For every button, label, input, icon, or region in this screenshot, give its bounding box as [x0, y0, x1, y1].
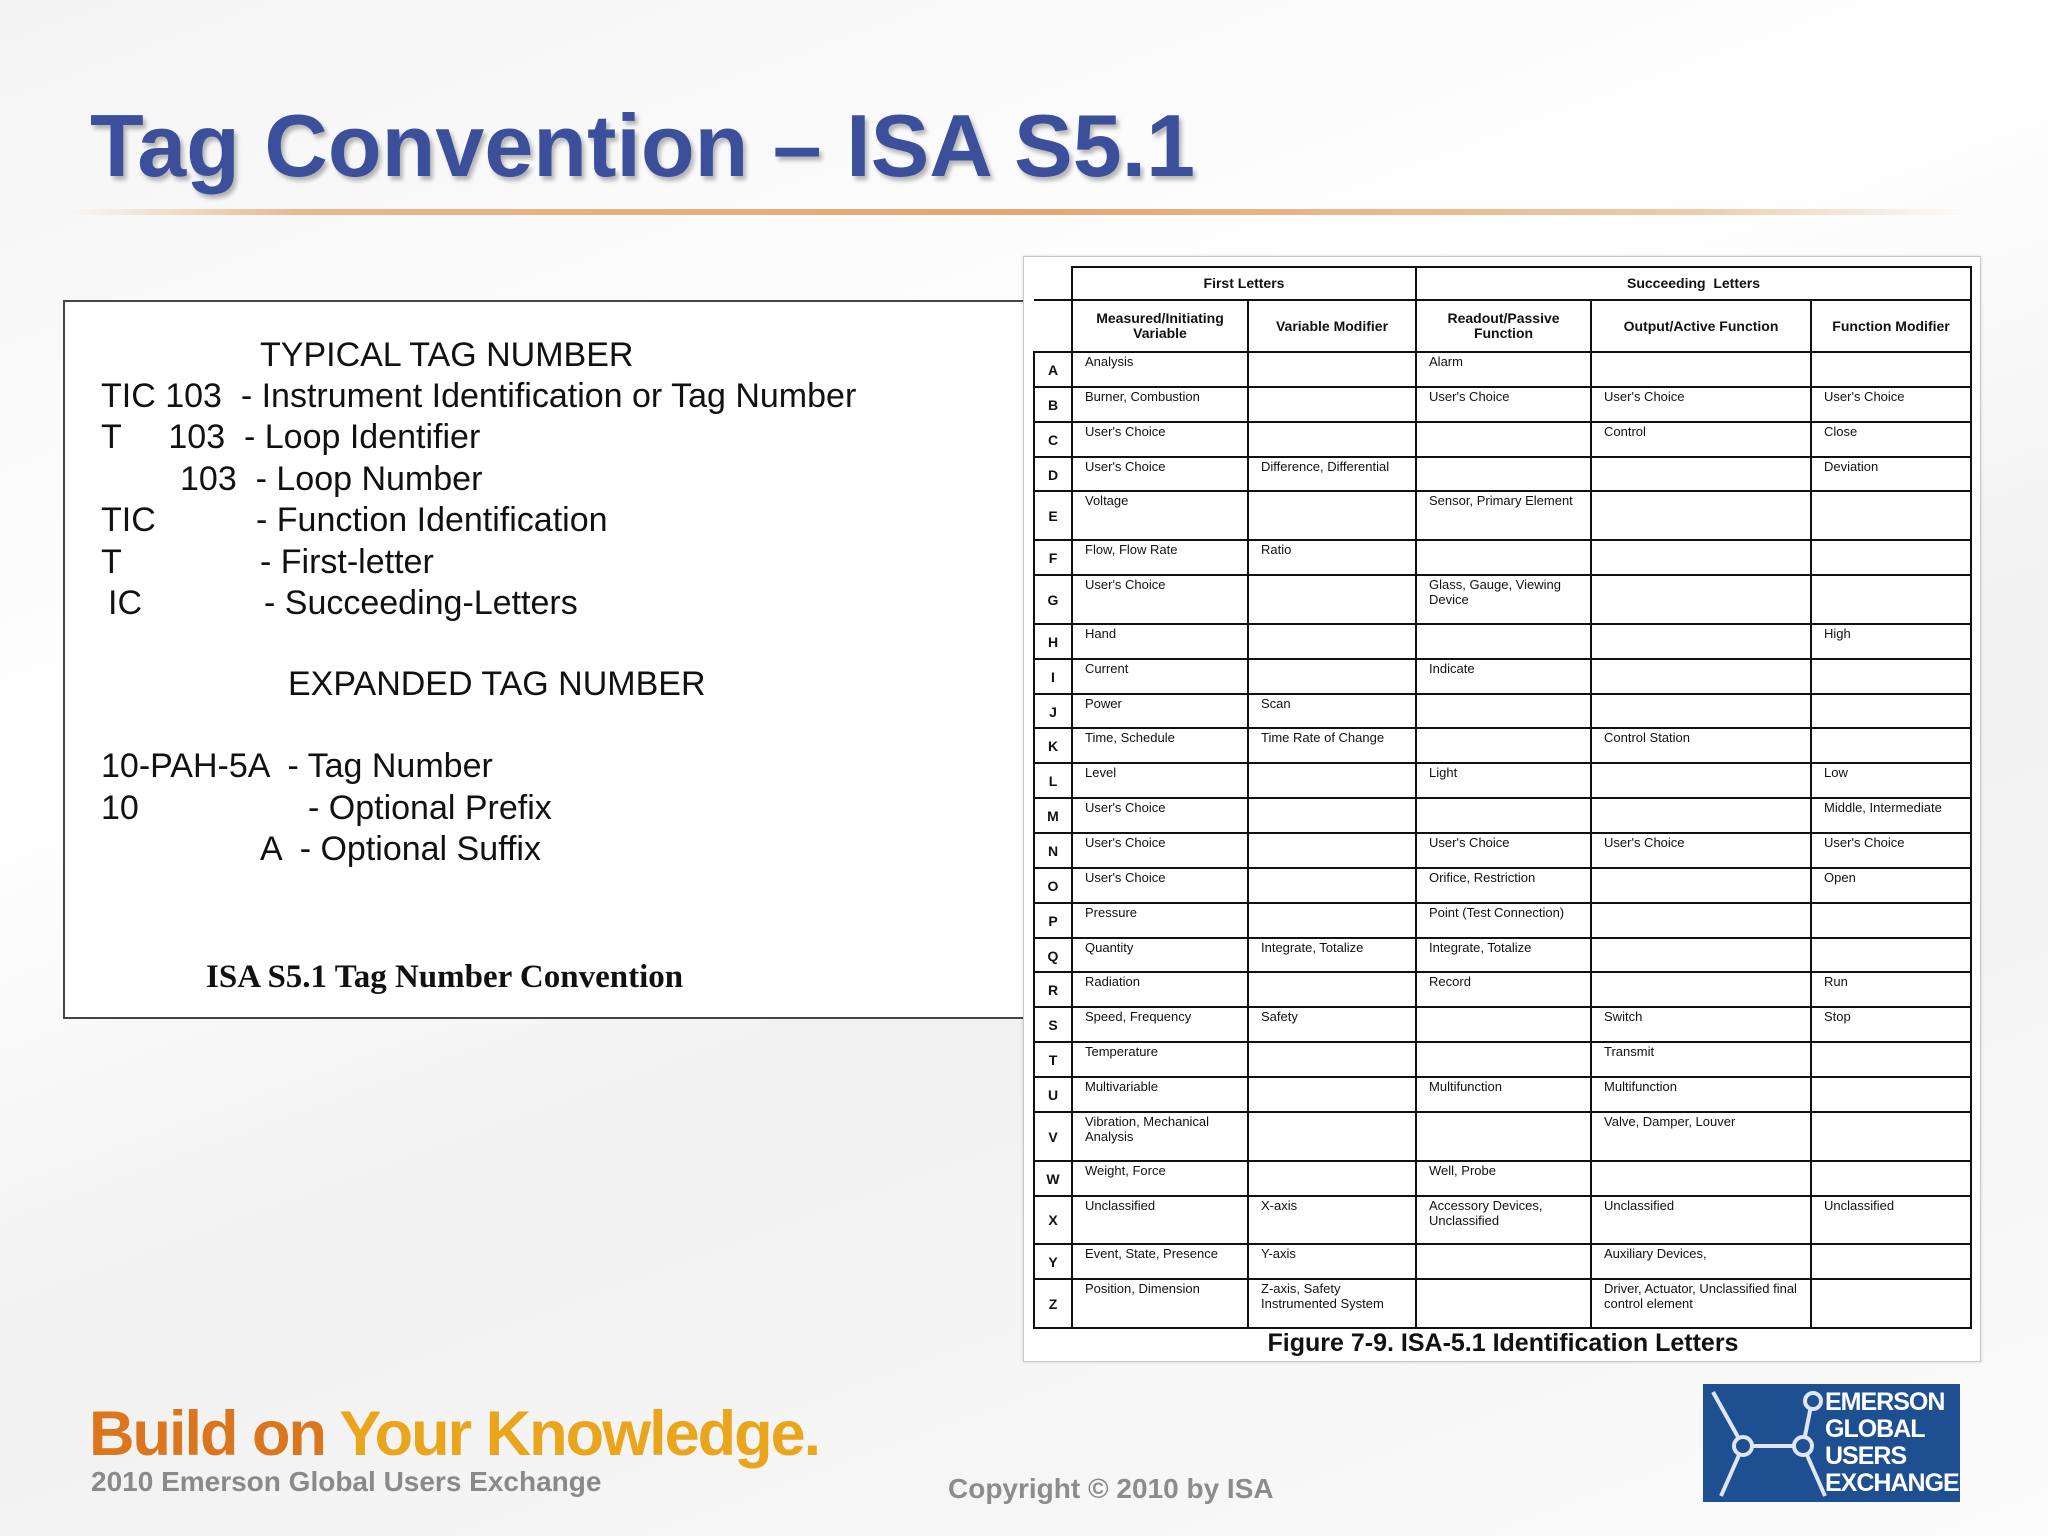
- table-cell: Well, Probe: [1416, 1161, 1591, 1196]
- table-cell: [1591, 540, 1811, 575]
- table-row: [1034, 1161, 1971, 1196]
- tag-line-loop-identifier: T 103 - Loop Identifier: [101, 418, 481, 456]
- row-letter: U: [1034, 1077, 1072, 1112]
- table-cell: Time Rate of Change: [1248, 728, 1416, 763]
- first-letters-header: First Letters: [1072, 267, 1416, 300]
- function-modifier-header: Function Modifier: [1811, 300, 1971, 352]
- tagline-part-2: Your Knowledge.: [339, 1399, 820, 1469]
- tag-panel-caption: ISA S5.1 Tag Number Convention: [206, 959, 684, 995]
- table-cell: [1811, 491, 1971, 540]
- table-cell: [1591, 763, 1811, 798]
- slide-title: Tag Convention – ISA S5.1: [90, 96, 1196, 195]
- table-cell: Temperature: [1072, 1042, 1248, 1077]
- tagline-part-1: Build on: [89, 1399, 340, 1469]
- table-cell: [1811, 1077, 1971, 1112]
- row-letter: J: [1034, 694, 1072, 729]
- tag-line-optional-suffix: A - Optional Suffix: [260, 830, 541, 868]
- table-cell: Unclassified: [1591, 1196, 1811, 1245]
- table-cell: [1591, 903, 1811, 938]
- table-cell: Vibration, Mechanical Analysis: [1072, 1112, 1248, 1161]
- table-cell: Valve, Damper, Louver: [1591, 1112, 1811, 1161]
- table-row: [1034, 938, 1971, 973]
- table-cell: [1248, 1077, 1416, 1112]
- table-cell: Safety: [1248, 1007, 1416, 1042]
- identification-letters-figure: [1023, 256, 1981, 1362]
- tag-line-prefix-label: 10: [101, 789, 139, 827]
- variable-modifier-header: Variable Modifier: [1248, 300, 1416, 352]
- table-cell: Integrate, Totalize: [1416, 938, 1591, 973]
- row-letter: V: [1034, 1112, 1072, 1161]
- logo-wordmark: [1825, 1389, 1959, 1497]
- row-letter: G: [1034, 575, 1072, 624]
- table-cell: [1811, 1279, 1971, 1328]
- row-letter: R: [1034, 972, 1072, 1007]
- row-letter: Q: [1034, 938, 1072, 973]
- table-cell: Control Station: [1591, 728, 1811, 763]
- table-row: [1034, 575, 1971, 624]
- table-cell: [1416, 728, 1591, 763]
- tag-line-succeeding-letters: - Succeeding-Letters: [264, 584, 578, 622]
- typical-tag-heading: TYPICAL TAG NUMBER: [260, 336, 634, 374]
- table-corner: [1034, 267, 1072, 300]
- tag-line-optional-prefix: - Optional Prefix: [308, 789, 552, 827]
- table-cell: [1248, 352, 1416, 387]
- table-cell: User's Choice: [1072, 422, 1248, 457]
- expanded-tag-heading: EXPANDED TAG NUMBER: [288, 665, 706, 703]
- table-cell: Level: [1072, 763, 1248, 798]
- table-cell: [1248, 833, 1416, 868]
- table-cell: [1811, 1161, 1971, 1196]
- table-cell: [1416, 1112, 1591, 1161]
- table-cell: [1248, 624, 1416, 659]
- table-cell: [1591, 624, 1811, 659]
- output-function-header: Output/Active Function: [1591, 300, 1811, 352]
- table-row: [1034, 624, 1971, 659]
- logo-line: USERS: [1825, 1442, 1907, 1470]
- table-cell: [1811, 540, 1971, 575]
- table-row: [1034, 763, 1971, 798]
- row-letter: I: [1034, 659, 1072, 694]
- table-cell: User's Choice: [1591, 833, 1811, 868]
- table-cell: [1416, 798, 1591, 833]
- table-cell: Position, Dimension: [1072, 1279, 1248, 1328]
- table-cell: Power: [1072, 694, 1248, 729]
- table-row: [1034, 1112, 1971, 1161]
- row-letter: C: [1034, 422, 1072, 457]
- table-cell: [1248, 387, 1416, 422]
- tag-line-ic-label: IC: [108, 584, 142, 622]
- table-cell: User's Choice: [1072, 798, 1248, 833]
- table-cell: [1416, 540, 1591, 575]
- row-letter: O: [1034, 868, 1072, 903]
- table-cell: Driver, Actuator, Unclassified final control element: [1591, 1279, 1811, 1328]
- table-cell: [1416, 694, 1591, 729]
- tag-line-first-letter: - First-letter: [260, 543, 434, 581]
- table-cell: User's Choice: [1072, 575, 1248, 624]
- table-cell: Point (Test Connection): [1416, 903, 1591, 938]
- table-cell: [1416, 1007, 1591, 1042]
- table-cell: Deviation: [1811, 457, 1971, 492]
- table-cell: Y-axis: [1248, 1244, 1416, 1279]
- table-cell: [1811, 1042, 1971, 1077]
- table-row: [1034, 1279, 1971, 1328]
- table-cell: User's Choice: [1416, 387, 1591, 422]
- table-cell: [1248, 868, 1416, 903]
- table-cell: [1416, 1244, 1591, 1279]
- table-cell: [1248, 575, 1416, 624]
- table-cell: [1416, 422, 1591, 457]
- table-cell: Time, Schedule: [1072, 728, 1248, 763]
- table-cell: X-axis: [1248, 1196, 1416, 1245]
- table-cell: Voltage: [1072, 491, 1248, 540]
- row-letter: K: [1034, 728, 1072, 763]
- table-cell: [1591, 972, 1811, 1007]
- table-cell: Difference, Differential: [1248, 457, 1416, 492]
- table-cell: Open: [1811, 868, 1971, 903]
- table-cell: Z-axis, Safety Instrumented System: [1248, 1279, 1416, 1328]
- table-cell: User's Choice: [1072, 457, 1248, 492]
- table-cell: [1248, 659, 1416, 694]
- row-letter: L: [1034, 763, 1072, 798]
- build-on-your-knowledge-tagline: [89, 1398, 819, 1470]
- row-letter: M: [1034, 798, 1072, 833]
- table-cell: [1248, 1161, 1416, 1196]
- row-letter: E: [1034, 491, 1072, 540]
- table-row: [1034, 659, 1971, 694]
- row-letter: T: [1034, 1042, 1072, 1077]
- table-cell: Radiation: [1072, 972, 1248, 1007]
- table-cell: [1591, 1161, 1811, 1196]
- emerson-global-users-exchange-logo: [1703, 1384, 1960, 1502]
- table-cell: [1591, 938, 1811, 973]
- table-cell: [1591, 352, 1811, 387]
- tag-number-panel: [63, 300, 1043, 1019]
- table-cell: Current: [1072, 659, 1248, 694]
- table-cell: [1248, 798, 1416, 833]
- table-cell: Weight, Force: [1072, 1161, 1248, 1196]
- table-cell: [1811, 1244, 1971, 1279]
- table-row: [1034, 491, 1971, 540]
- table-cell: [1591, 457, 1811, 492]
- tag-line-expanded-number: 10-PAH-5A - Tag Number: [101, 747, 493, 785]
- table-cell: High: [1811, 624, 1971, 659]
- table-cell: [1591, 491, 1811, 540]
- row-letter: F: [1034, 540, 1072, 575]
- table-row: [1034, 352, 1971, 387]
- measured-variable-header: Measured/Initiating Variable: [1072, 300, 1248, 352]
- table-row: [1034, 1042, 1971, 1077]
- row-letter: X: [1034, 1196, 1072, 1245]
- row-letter: H: [1034, 624, 1072, 659]
- table-cell: [1591, 798, 1811, 833]
- table-row: [1034, 1244, 1971, 1279]
- table-cell: Ratio: [1248, 540, 1416, 575]
- table-cell: [1811, 938, 1971, 973]
- logo-line: GLOBAL: [1825, 1415, 1925, 1443]
- table-cell: [1248, 763, 1416, 798]
- table-cell: Quantity: [1072, 938, 1248, 973]
- table-cell: [1811, 903, 1971, 938]
- table-row: [1034, 1196, 1971, 1245]
- event-name: 2010 Emerson Global Users Exchange: [91, 1466, 602, 1497]
- table-cell: Multivariable: [1072, 1077, 1248, 1112]
- succeeding-letters-header: Succeeding Letters: [1416, 267, 1971, 300]
- table-cell: Glass, Gauge, Viewing Device: [1416, 575, 1591, 624]
- logo-line: EMERSON: [1825, 1388, 1945, 1416]
- tag-line-tic-label: TIC: [101, 501, 156, 539]
- table-cell: Stop: [1811, 1007, 1971, 1042]
- table-row: [1034, 1007, 1971, 1042]
- row-letter: B: [1034, 387, 1072, 422]
- table-row: [1034, 387, 1971, 422]
- table-corner-lower: [1034, 300, 1072, 352]
- table-cell: [1591, 659, 1811, 694]
- table-row: [1034, 694, 1971, 729]
- table-cell: [1248, 422, 1416, 457]
- table-cell: [1811, 694, 1971, 729]
- table-cell: Orifice, Restriction: [1416, 868, 1591, 903]
- table-row: [1034, 1077, 1971, 1112]
- table-cell: Low: [1811, 763, 1971, 798]
- table-cell: Run: [1811, 972, 1971, 1007]
- identification-letters-table: [1033, 266, 1972, 1329]
- table-cell: User's Choice: [1811, 833, 1971, 868]
- table-cell: User's Choice: [1072, 833, 1248, 868]
- table-row: [1034, 798, 1971, 833]
- table-cell: Scan: [1248, 694, 1416, 729]
- row-letter: P: [1034, 903, 1072, 938]
- table-cell: Record: [1416, 972, 1591, 1007]
- table-cell: [1248, 1042, 1416, 1077]
- table-cell: Pressure: [1072, 903, 1248, 938]
- table-row: [1034, 972, 1971, 1007]
- table-cell: [1248, 491, 1416, 540]
- table-cell: [1811, 352, 1971, 387]
- copyright-notice: Copyright © 2010 by ISA: [948, 1473, 1274, 1504]
- table-cell: Multifunction: [1416, 1077, 1591, 1112]
- row-letter: A: [1034, 352, 1072, 387]
- table-cell: [1248, 903, 1416, 938]
- table-cell: [1591, 694, 1811, 729]
- table-cell: Control: [1591, 422, 1811, 457]
- table-cell: [1811, 575, 1971, 624]
- table-row: [1034, 903, 1971, 938]
- figure-caption: Figure 7-9. ISA-5.1 Identification Letters: [1267, 1329, 1739, 1357]
- table-cell: [1591, 868, 1811, 903]
- table-cell: Multifunction: [1591, 1077, 1811, 1112]
- row-letter: W: [1034, 1161, 1072, 1196]
- table-cell: Sensor, Primary Element: [1416, 491, 1591, 540]
- table-cell: Alarm: [1416, 352, 1591, 387]
- table-row: [1034, 540, 1971, 575]
- table-cell: Integrate, Totalize: [1248, 938, 1416, 973]
- tag-line-t-label: T: [101, 543, 122, 581]
- table-row: [1034, 728, 1971, 763]
- table-cell: User's Choice: [1072, 868, 1248, 903]
- table-cell: [1811, 1112, 1971, 1161]
- table-cell: Indicate: [1416, 659, 1591, 694]
- table-cell: Unclassified: [1811, 1196, 1971, 1245]
- table-cell: [1416, 624, 1591, 659]
- row-letter: D: [1034, 457, 1072, 492]
- table-cell: Flow, Flow Rate: [1072, 540, 1248, 575]
- table-cell: Event, State, Presence: [1072, 1244, 1248, 1279]
- row-letter: N: [1034, 833, 1072, 868]
- table-cell: [1416, 457, 1591, 492]
- table-row: [1034, 422, 1971, 457]
- tag-line-tic103: TIC 103 - Instrument Identification or Tag Number: [101, 377, 857, 415]
- logo-line: EXCHANGE: [1825, 1469, 1959, 1497]
- table-cell: [1416, 1279, 1591, 1328]
- table-row: [1034, 833, 1971, 868]
- table-row: [1034, 868, 1971, 903]
- table-cell: [1416, 1042, 1591, 1077]
- table-cell: Auxiliary Devices,: [1591, 1244, 1811, 1279]
- table-cell: Speed, Frequency: [1072, 1007, 1248, 1042]
- table-cell: Switch: [1591, 1007, 1811, 1042]
- table-cell: [1591, 575, 1811, 624]
- row-letter: S: [1034, 1007, 1072, 1042]
- table-cell: [1248, 1112, 1416, 1161]
- table-cell: Close: [1811, 422, 1971, 457]
- table-cell: [1811, 728, 1971, 763]
- table-cell: Middle, Intermediate: [1811, 798, 1971, 833]
- table-cell: Unclassified: [1072, 1196, 1248, 1245]
- table-cell: [1811, 659, 1971, 694]
- table-cell: Light: [1416, 763, 1591, 798]
- table-cell: User's Choice: [1416, 833, 1591, 868]
- table-cell: User's Choice: [1811, 387, 1971, 422]
- table-cell: Accessory Devices, Unclassified: [1416, 1196, 1591, 1245]
- table-cell: Burner, Combustion: [1072, 387, 1248, 422]
- table-cell: User's Choice: [1591, 387, 1811, 422]
- table-cell: Hand: [1072, 624, 1248, 659]
- table-row: [1034, 457, 1971, 492]
- table-cell: Transmit: [1591, 1042, 1811, 1077]
- title-divider: [70, 209, 1970, 215]
- tag-line-function-identification: - Function Identification: [256, 501, 608, 539]
- readout-function-header: Readout/Passive Function: [1416, 300, 1591, 352]
- row-letter: Y: [1034, 1244, 1072, 1279]
- tag-line-loop-number: 103 - Loop Number: [180, 460, 483, 498]
- row-letter: Z: [1034, 1279, 1072, 1328]
- table-cell: Analysis: [1072, 352, 1248, 387]
- table-cell: [1248, 972, 1416, 1007]
